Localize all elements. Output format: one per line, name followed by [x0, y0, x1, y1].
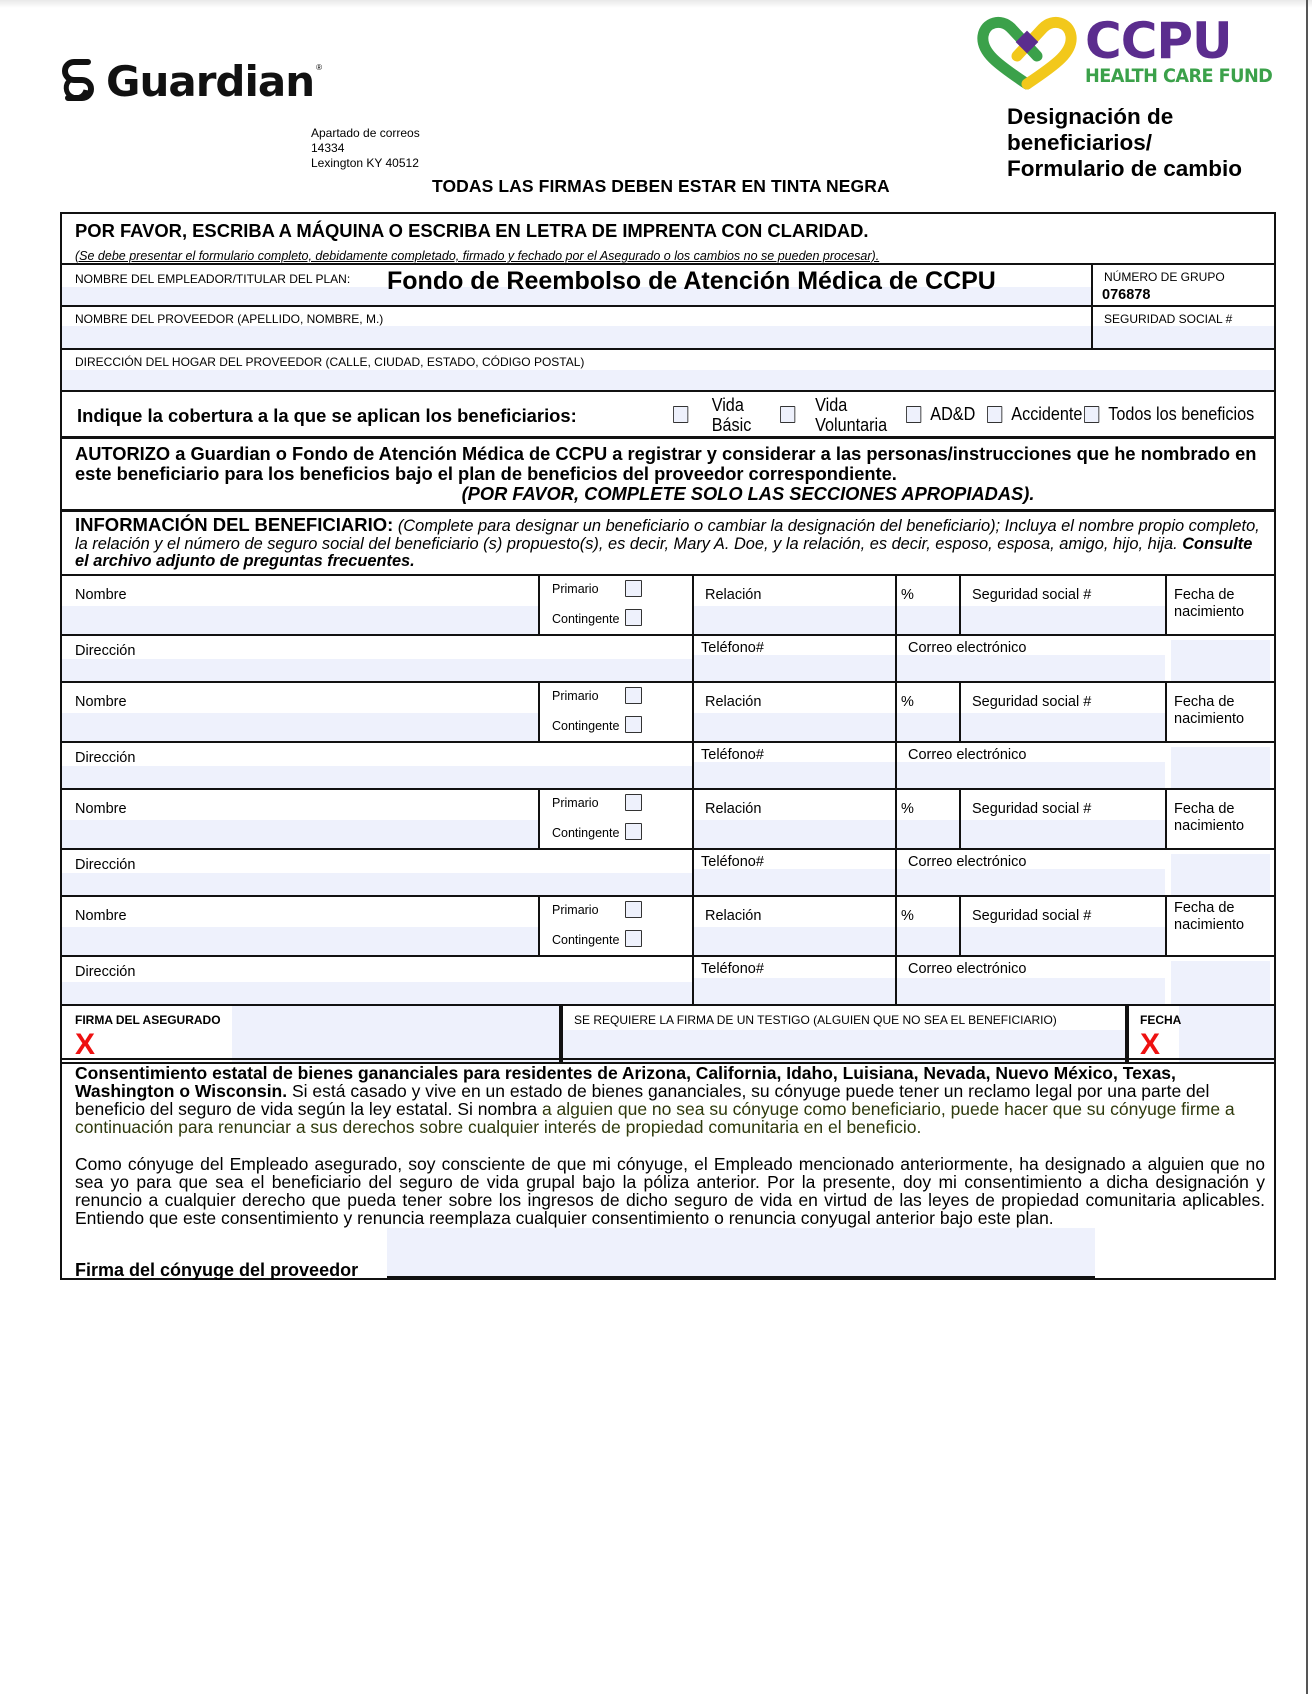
email-label: Correo electrónico: [908, 747, 1027, 763]
date-here-x: X: [1140, 1028, 1161, 1061]
option-label: Vida: [815, 394, 848, 415]
beneficiary-name-field[interactable]: [62, 790, 538, 848]
phone-field[interactable]: [692, 850, 895, 895]
employer-field[interactable]: [62, 265, 1091, 305]
community-property-consent: [60, 1058, 1276, 1280]
phone-field[interactable]: [692, 743, 895, 788]
dob-field[interactable]: [1165, 790, 1274, 848]
option-label: AD&D: [930, 404, 976, 424]
percent-label: %: [901, 694, 914, 710]
consent-paragraph-2: Como cónyuge del Empleado asegurado, soy consciente de que mi cónyuge, el Empleado mencionado anteriormente, ha designado a alguien que no sea yo para que sea el beneficiario del seguro de vida grupal bajo la póliza anterior. Por la presente, doy mi consentimiento a dicha designación y renuncio a cualquier derecho que pueda tener sobre los ingresos de dicho seguro de vida en virtud de las leyes de propiedad comunitaria aplicables. Entiendo que este consentimiento y renuncia reemplaza cualquier consentimiento o renuncia conyugal anterior bajo este plan.: [75, 1154, 1265, 1228]
beneficiary-4-row: [62, 897, 1274, 957]
contingent-label: Contingente: [552, 612, 620, 626]
beneficiary-type-field: [538, 683, 692, 741]
authorization-note: (POR FAVOR, COMPLETE SOLO LAS SECCIONES APROPIADAS).: [461, 483, 1035, 504]
beneficiary-form: [60, 212, 1276, 1064]
title-line: Formulario de cambio: [1007, 156, 1243, 181]
consent-paragraph-1: [75, 1064, 1265, 1136]
beneficiary-type-field: [538, 790, 692, 848]
name-label: Nombre: [75, 908, 127, 924]
beneficiary-ssn-field[interactable]: [959, 683, 1165, 741]
dob-field[interactable]: [1165, 897, 1274, 955]
coverage-option-accident[interactable]: [987, 392, 1082, 437]
ssn-label: Seguridad social #: [972, 694, 1092, 710]
provider-name-field[interactable]: [62, 307, 1091, 348]
provider-ssn-field[interactable]: [1091, 307, 1274, 348]
contingent-label: Contingente: [552, 826, 620, 840]
date-label: FECHA: [1140, 1013, 1182, 1027]
address-line: 14334: [311, 141, 345, 155]
provider-name-label: NOMBRE DEL PROVEEDOR (APELLIDO, NOMBRE, M.): [75, 312, 384, 326]
beneficiary-info-body: (Complete para designar un beneficiario o cambiar la designación del beneficiario); Incluya el nombre propio completo, la relación y el número de seguro social del beneficiario (s) propuesto(s), es decir, Mary A. Doe, y la relación, es decir, esposo, esposa, amigo, hijo, hija.: [75, 517, 1260, 553]
primary-checkbox[interactable]: [625, 580, 642, 597]
insured-signature-label: FIRMA DEL ASEGURADO: [75, 1013, 221, 1027]
option-label: Accidente: [1011, 404, 1083, 424]
contingent-label: Contingente: [552, 933, 620, 947]
coverage-row: [62, 392, 1274, 439]
phone-field[interactable]: [692, 636, 895, 681]
beneficiary-3-contact-row: [62, 850, 1274, 897]
dob-label: [1174, 694, 1244, 728]
address-label: Dirección: [75, 964, 136, 980]
beneficiary-ssn-field[interactable]: [959, 790, 1165, 848]
checkbox[interactable]: [906, 406, 921, 423]
dob-label-line: Fecha de: [1174, 587, 1235, 603]
heart-cross-icon: [977, 14, 1077, 90]
instructions-heading: POR FAVOR, ESCRIBA A MÁQUINA O ESCRIBA EN LETRA DE IMPRENTA CON CLARIDAD.: [75, 220, 869, 241]
address-line: Apartado de correos: [311, 126, 420, 140]
dob-label-line: nacimiento: [1174, 711, 1245, 727]
guardian-wordmark: Guardian: [106, 56, 315, 106]
beneficiary-type-field: [538, 576, 692, 634]
ccpu-subtitle: HEALTH CARE FUND: [1085, 65, 1273, 87]
relation-field[interactable]: [692, 683, 895, 741]
beneficiary-info-text: [75, 516, 1270, 571]
address-label: Dirección: [75, 750, 136, 766]
email-field[interactable]: [895, 957, 1165, 1004]
option-label: Vida: [711, 394, 744, 415]
instructions-subheading: (Se debe presentar el formulario completo, debidamente completado, firmado y fechado por el Asegurado o los cambios no se pueden procesar).: [75, 249, 880, 263]
viewer-top-shade: [0, 0, 1312, 8]
beneficiary-1-contact-row: [62, 636, 1274, 683]
email-label: Correo electrónico: [908, 640, 1027, 656]
contingent-checkbox[interactable]: [625, 716, 642, 733]
dob-label-line: nacimiento: [1174, 917, 1245, 933]
primary-label: Primario: [552, 582, 599, 596]
witness-signature-label: SE REQUIERE LA FIRMA DE UN TESTIGO (ALGUIEN QUE NO SEA EL BENEFICIARIO): [574, 1013, 1057, 1027]
dob-label-line: Fecha de: [1174, 694, 1235, 710]
phone-label: Teléfono#: [701, 854, 764, 870]
primary-checkbox[interactable]: [625, 794, 642, 811]
consent-text: a alguien que no sea su cónyuge como beneficiario, puede hacer que su cónyuge firme a continuación para renunciar a sus derechos sobre cualquier interés de propiedad comunitaria en el beneficio.: [75, 1099, 1235, 1137]
primary-label: Primario: [552, 689, 599, 703]
provider-row: [62, 307, 1274, 350]
option-label: Básic: [711, 414, 752, 435]
contact-extra-field[interactable]: [1165, 636, 1274, 681]
coverage-question: Indique la cobertura a la que se aplican los beneficiarios:: [77, 405, 577, 426]
dob-label-line: nacimiento: [1174, 604, 1245, 620]
email-label: Correo electrónico: [908, 961, 1027, 977]
beneficiary-2-contact-row: [62, 743, 1274, 790]
name-label: Nombre: [75, 694, 127, 710]
beneficiary-1-row: [62, 576, 1274, 636]
employer-label: NOMBRE DEL EMPLEADOR/TITULAR DEL PLAN:: [75, 272, 351, 286]
beneficiary-ssn-field[interactable]: [959, 576, 1165, 634]
contingent-checkbox[interactable]: [625, 823, 642, 840]
registered-mark: ®: [316, 62, 323, 72]
home-address-row[interactable]: [62, 350, 1274, 392]
sign-here-x: X: [75, 1028, 96, 1061]
date-field[interactable]: [1125, 1006, 1274, 1062]
percent-field[interactable]: [895, 576, 959, 634]
consent-title: Consentimiento estatal de bienes gananciales para residentes de Arizona, California, Idaho, Luisiana, Nevada, Nuevo México, Texas, Washington o Wisconsin.: [75, 1063, 1176, 1101]
group-number-value: 076878: [1102, 287, 1151, 303]
beneficiary-address-field[interactable]: [62, 850, 692, 895]
percent-label: %: [901, 587, 914, 603]
beneficiary-name-field[interactable]: [62, 897, 538, 955]
black-ink-notice: TODAS LAS FIRMAS DEBEN ESTAR EN TINTA NEGRA: [432, 176, 890, 196]
dob-label: [1174, 587, 1244, 621]
beneficiary-ssn-field[interactable]: [959, 897, 1165, 955]
contingent-checkbox[interactable]: [625, 930, 642, 947]
beneficiary-2-row: [62, 683, 1274, 743]
beneficiary-info-heading: INFORMACIÓN DEL BENEFICIARIO:: [75, 514, 394, 535]
beneficiary-info-row: [62, 512, 1274, 576]
employer-row: [62, 265, 1274, 307]
beneficiary-address-field[interactable]: [62, 743, 692, 788]
percent-field[interactable]: [895, 683, 959, 741]
checkbox[interactable]: [673, 406, 688, 423]
mailing-address: [311, 126, 420, 171]
document-title: [1007, 104, 1242, 182]
phone-label: Teléfono#: [701, 747, 764, 763]
title-line: beneficiarios/: [1007, 130, 1153, 155]
dob-field[interactable]: [1165, 576, 1274, 634]
ssn-label: Seguridad social #: [972, 801, 1092, 817]
option-label: Todos los beneficios: [1108, 404, 1255, 424]
checkbox[interactable]: [780, 406, 795, 423]
ccpu-wordmark: CCPU: [1085, 12, 1232, 70]
address-line: Lexington KY 40512: [311, 156, 419, 170]
coverage-option-add[interactable]: [906, 392, 975, 437]
authorization-row: [62, 439, 1274, 512]
beneficiary-address-field[interactable]: [62, 636, 692, 681]
dob-label-line: nacimiento: [1174, 818, 1245, 834]
primary-label: Primario: [552, 903, 599, 917]
page-right-edge: [1306, 0, 1308, 1694]
coverage-option-all-benefits[interactable]: [1084, 392, 1254, 437]
spouse-signature-label: Firma del cónyuge del proveedor: [75, 1260, 359, 1280]
relation-field[interactable]: [692, 790, 895, 848]
beneficiary-3-row: [62, 790, 1274, 850]
guardian-chain-icon: [60, 56, 96, 106]
beneficiary-name-field[interactable]: [62, 683, 538, 741]
beneficiary-list: [62, 576, 1274, 1004]
relation-label: Relación: [705, 694, 762, 710]
spouse-signature-field[interactable]: [387, 1228, 1095, 1280]
insured-signature-field[interactable]: [62, 1006, 559, 1062]
signature-row: [62, 1004, 1274, 1062]
title-line: Designación de: [1007, 104, 1174, 129]
guardian-logo: [60, 56, 322, 106]
address-label: Dirección: [75, 857, 136, 873]
coverage-option-basic-life[interactable]: [673, 392, 751, 437]
relation-field[interactable]: [692, 897, 895, 955]
email-field[interactable]: [895, 636, 1165, 681]
primary-checkbox[interactable]: [625, 901, 642, 918]
ccpu-logo: [977, 14, 1286, 90]
relation-field[interactable]: [692, 576, 895, 634]
percent-field[interactable]: [895, 790, 959, 848]
percent-label: %: [901, 801, 914, 817]
home-address-label: DIRECCIÓN DEL HOGAR DEL PROVEEDOR (CALLE, CIUDAD, ESTADO, CÓDIGO POSTAL): [75, 355, 585, 369]
email-label: Correo electrónico: [908, 854, 1027, 870]
beneficiary-type-field: [538, 897, 692, 955]
beneficiary-address-field[interactable]: [62, 957, 692, 1004]
consent-text: Si está casado y vive en un estado de bienes gananciales, su cónyuge puede tener un reclamo legal por una parte del beneficio del seguro de vida según la ley estatal. Si nombra: [75, 1081, 1210, 1119]
name-label: Nombre: [75, 587, 127, 603]
authorization-text: AUTORIZO a Guardian o Fondo de Atención Médica de CCPU a registrar y considerar a las personas/instrucciones que he nombrado en este beneficiario para los beneficios bajo el plan de beneficios del proveedor correspondiente.: [75, 443, 1257, 484]
relation-label: Relación: [705, 908, 762, 924]
group-number-label: NÚMERO DE GRUPO: [1104, 270, 1225, 284]
checkbox[interactable]: [987, 406, 1002, 423]
dob-label-line: Fecha de: [1174, 900, 1235, 916]
relation-label: Relación: [705, 801, 762, 817]
address-label: Dirección: [75, 643, 136, 659]
dob-field[interactable]: [1165, 683, 1274, 741]
dob-label: [1174, 801, 1244, 835]
option-label: Voluntaria: [815, 414, 888, 435]
phone-field[interactable]: [692, 957, 895, 1004]
percent-label: %: [901, 908, 914, 924]
checkbox[interactable]: [1084, 406, 1099, 423]
email-field[interactable]: [895, 743, 1165, 788]
ssn-label: Seguridad social #: [972, 587, 1092, 603]
form-instructions: [62, 214, 1274, 265]
faq-reference: Consulte el archivo adjunto de preguntas frecuentes.: [75, 534, 1253, 570]
phone-label: Teléfono#: [701, 640, 764, 656]
contingent-checkbox[interactable]: [625, 609, 642, 626]
beneficiary-name-field[interactable]: [62, 576, 538, 634]
coverage-option-voluntary-life[interactable]: [780, 392, 887, 437]
dob-label: [1174, 900, 1244, 934]
primary-checkbox[interactable]: [625, 687, 642, 704]
contingent-label: Contingente: [552, 719, 620, 733]
beneficiary-4-contact-row: [62, 957, 1274, 1004]
phone-label: Teléfono#: [701, 961, 764, 977]
name-label: Nombre: [75, 801, 127, 817]
percent-field[interactable]: [895, 897, 959, 955]
email-field[interactable]: [895, 850, 1165, 895]
contact-extra-field[interactable]: [1165, 957, 1274, 1004]
contact-extra-field[interactable]: [1165, 850, 1274, 895]
contact-extra-field[interactable]: [1165, 743, 1274, 788]
ssn-label: Seguridad social #: [972, 908, 1092, 924]
group-number-field[interactable]: [1091, 265, 1274, 305]
relation-label: Relación: [705, 587, 762, 603]
provider-ssn-label: SEGURIDAD SOCIAL #: [1104, 312, 1233, 326]
dob-label-line: Fecha de: [1174, 801, 1235, 817]
witness-signature-field[interactable]: [559, 1006, 1125, 1062]
primary-label: Primario: [552, 796, 599, 810]
employer-value: Fondo de Reembolso de Atención Médica de CCPU: [387, 267, 996, 295]
